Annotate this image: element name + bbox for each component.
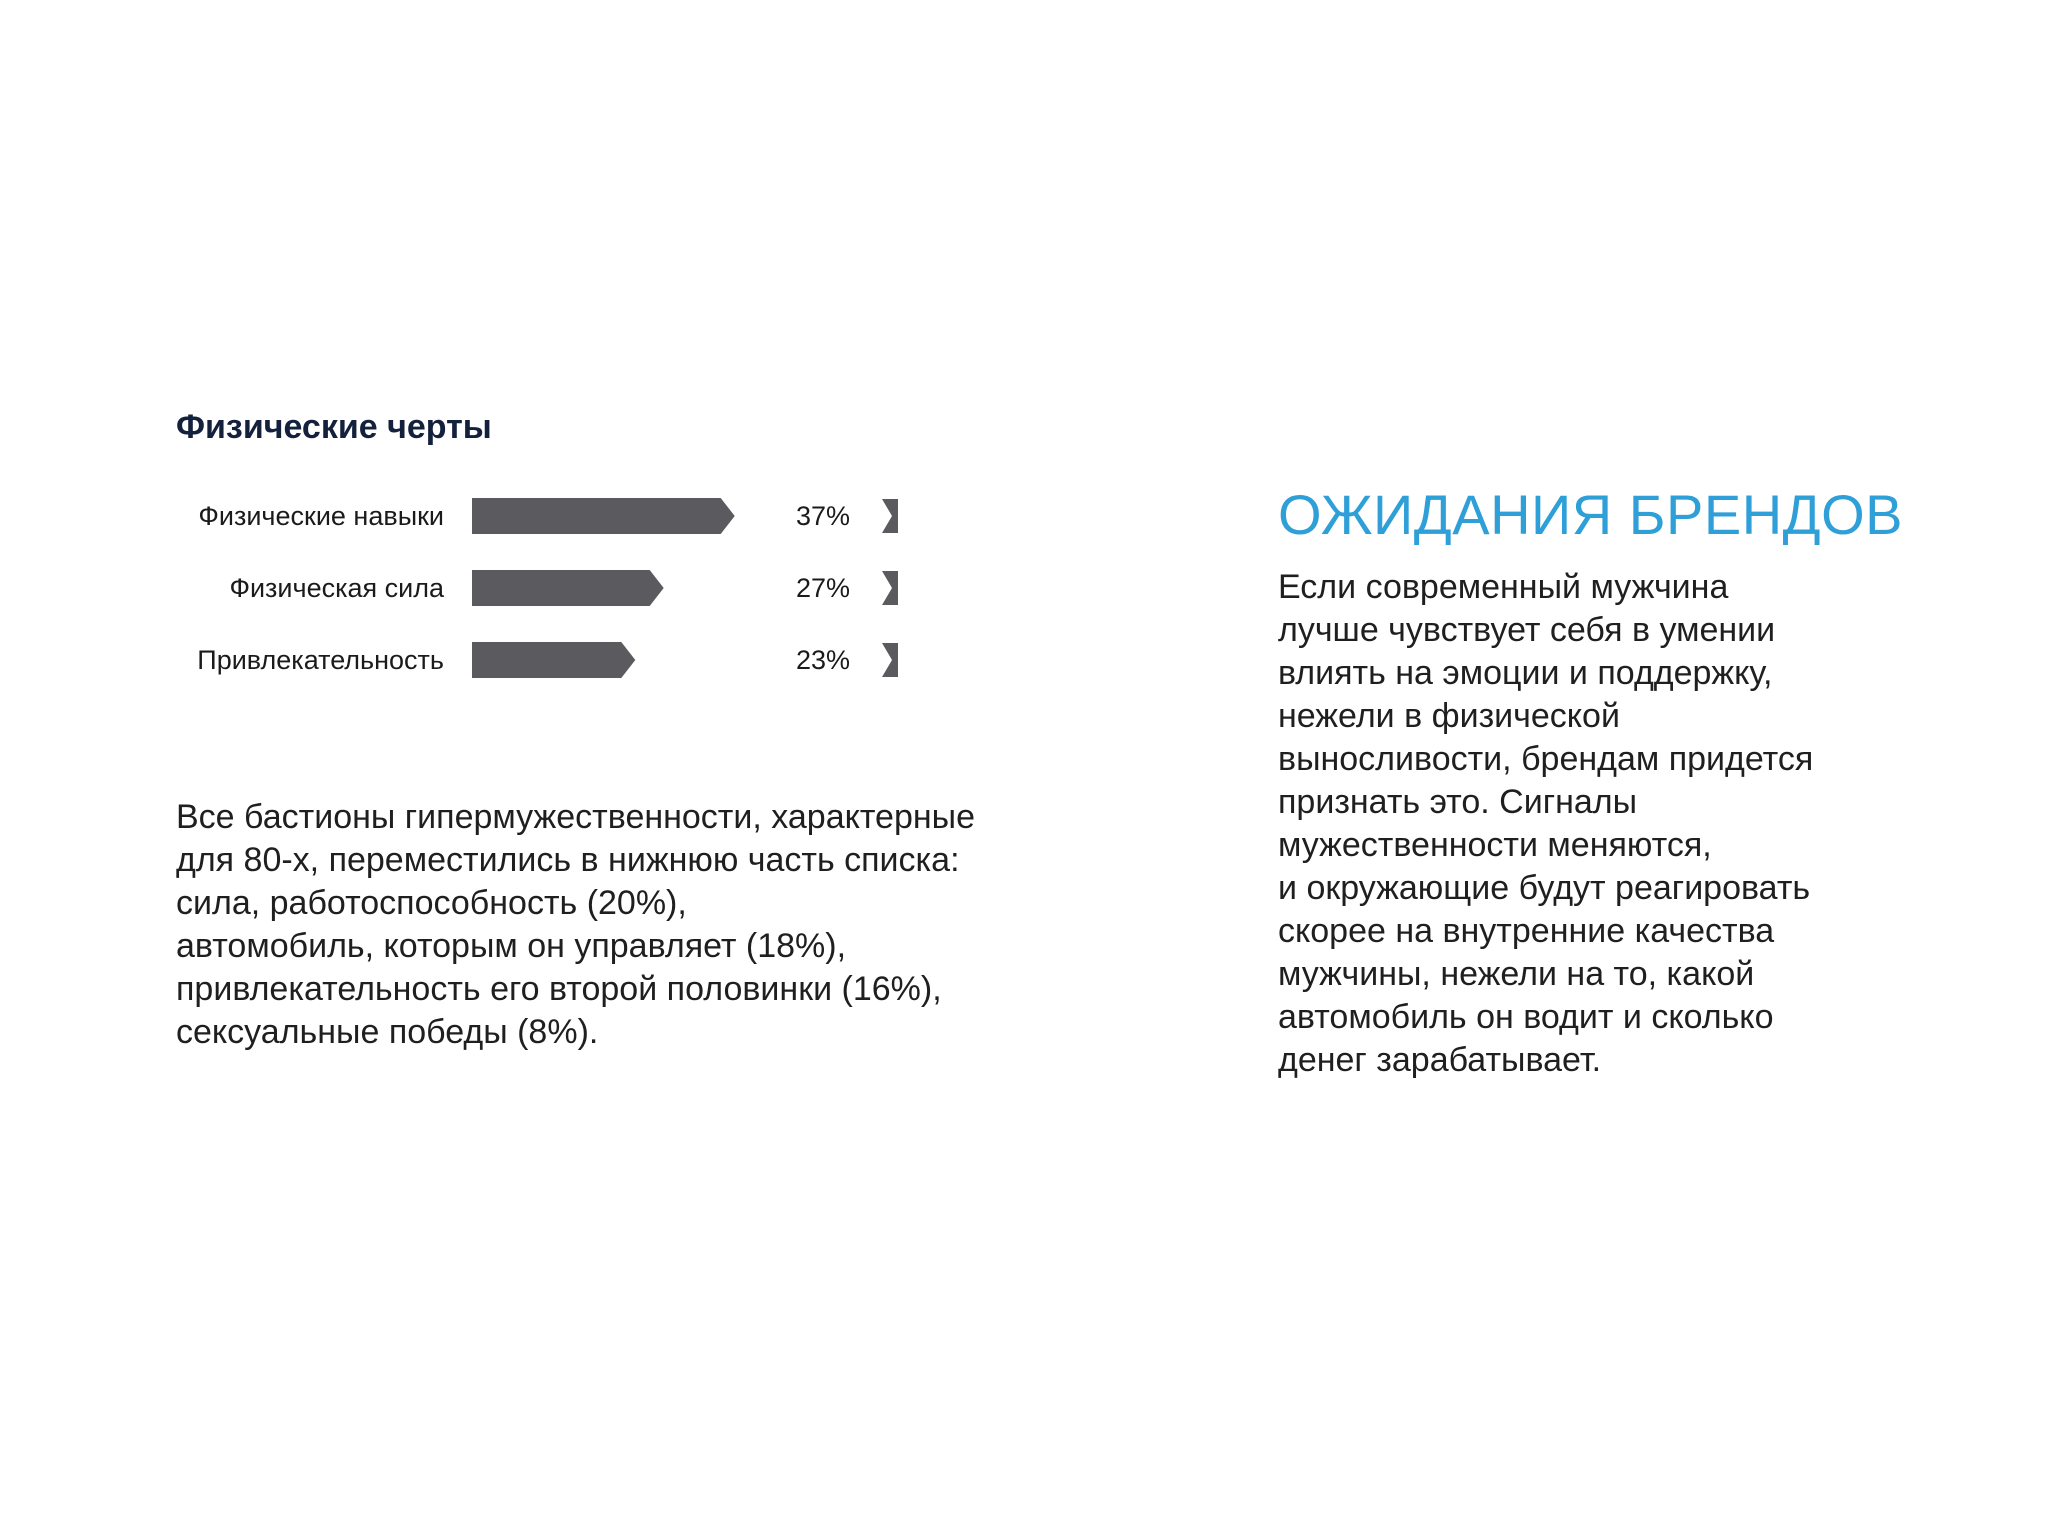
category-label: Физическая сила (229, 573, 444, 603)
chart-title: Физические черты (176, 408, 492, 446)
value-label: 37% (795, 501, 850, 531)
bar (472, 570, 664, 606)
left-paragraph (176, 796, 1076, 1054)
right-paragraph-line: признать это. Сигналы (1278, 783, 1638, 821)
category-label: Физические навыки (198, 501, 444, 531)
right-paragraph-line: мужественности меняются, (1278, 826, 1712, 864)
left-paragraph-line: Все бастионы гипермужественности, характерные (176, 798, 975, 836)
left-paragraph-line: для 80-х, переместились в нижнюю часть списка: (176, 841, 960, 879)
right-paragraph (1278, 566, 1878, 1082)
bar (472, 642, 635, 678)
left-paragraph-line: автомобиль, которым он управляет (18%), (176, 927, 847, 965)
category-label: Привлекательность (197, 645, 444, 675)
chevron-marker-icon (882, 643, 898, 677)
right-paragraph-line: мужчины, нежели на то, какой (1278, 955, 1755, 993)
right-paragraph-line: лучше чувствует себя в умении (1278, 611, 1776, 649)
right-paragraph-line: выносливости, брендам придется (1278, 740, 1814, 778)
chevron-marker-icon (882, 571, 898, 605)
section-heading: ОЖИДАНИЯ БРЕНДОВ (1278, 483, 1903, 546)
chevron-marker-icon (882, 499, 898, 533)
right-paragraph-line: денег зарабатывает. (1278, 1041, 1602, 1079)
right-paragraph-line: Если современный мужчина (1278, 568, 1729, 606)
right-paragraph-line: влиять на эмоции и поддержку, (1278, 654, 1773, 692)
right-paragraph-line: скорее на внутренние качества (1278, 912, 1775, 950)
value-label: 27% (795, 573, 850, 603)
right-paragraph-line: и окружающие будут реагировать (1278, 869, 1811, 907)
left-paragraph-line: сила, работоспособность (20%), (176, 884, 687, 922)
bar-chart (176, 480, 936, 700)
value-label: 23% (795, 645, 850, 675)
right-paragraph-line: нежели в физической (1278, 697, 1620, 735)
left-paragraph-line: привлекательность его второй половинки (16%), (176, 970, 942, 1008)
right-paragraph-line: автомобиль он водит и сколько (1278, 998, 1774, 1036)
bar (472, 498, 735, 534)
left-paragraph-line: сексуальные победы (8%). (176, 1013, 599, 1051)
